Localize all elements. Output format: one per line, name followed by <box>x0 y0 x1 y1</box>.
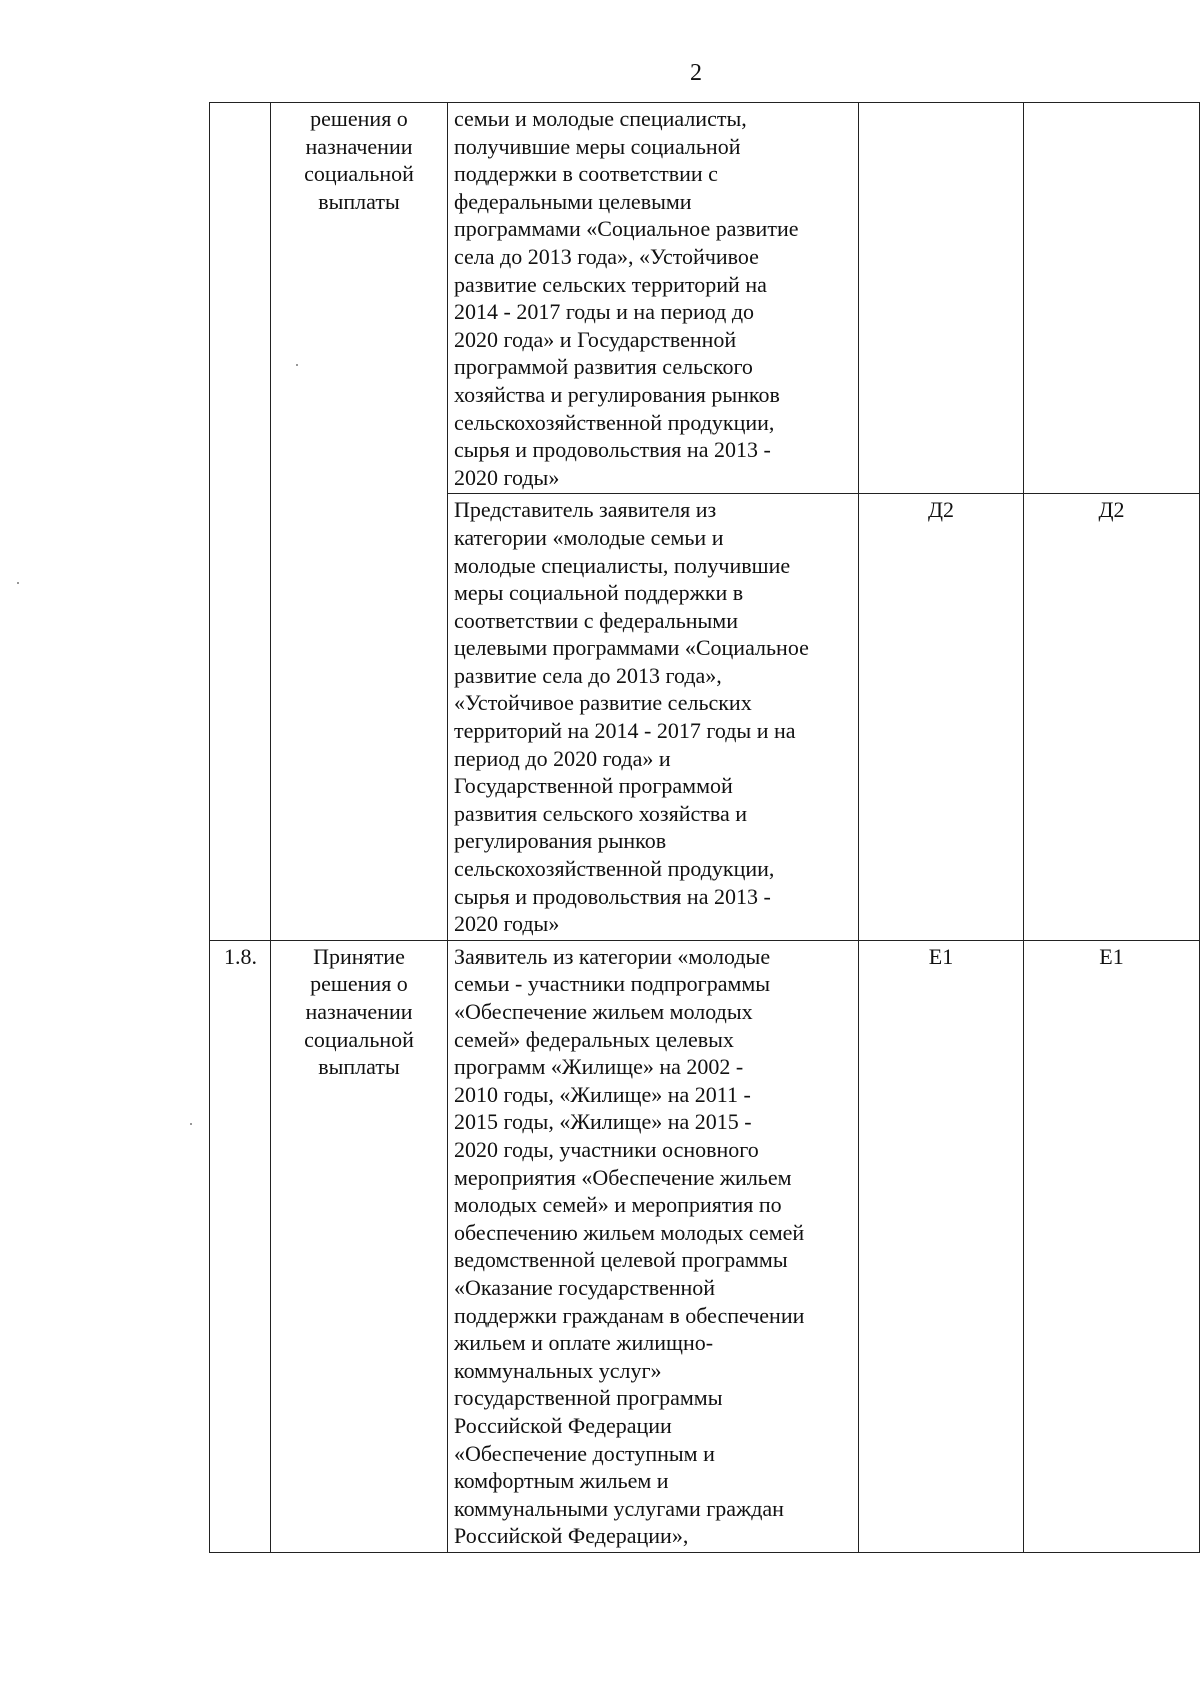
document-code-cell <box>859 103 1024 494</box>
document-code-cell: Д2 <box>1024 494 1200 941</box>
page-number: 2 <box>690 60 702 86</box>
applicant-description-cell: семьи и молодые специалисты, получившие меры социальной поддержки в соответствии с федеральными целевыми программами «Социальное развитие села до 2013 года», «Устойчивое развитие сельских территорий на 2014 - 2017 годы и на период до 2020 года» и Государственной программой развития сельского хозяйства и регулирования рынков сельскохозяйственной продукции, сырья и продовольствия на 2013 - 2020 годы» <box>448 103 859 494</box>
table-row <box>210 940 1200 1552</box>
document-code-cell <box>1024 103 1200 494</box>
scan-speck <box>190 1123 192 1125</box>
row-number-cell <box>210 103 271 941</box>
applicant-description-cell: Заявитель из категории «молодые семьи - участники подпрограммы «Обеспечение жильем молодых семей» федеральных целевых программ «Жилище» на 2002 - 2010 годы, «Жилище» на 2011 - 2015 годы, «Жилище» на 2015 - 2020 годы, участники основного мероприятия «Обеспечение жильем молодых семей» и мероприятия по обеспечению жильем молодых семей ведомственной целевой программы «Оказание государственной поддержки гражданам в обеспечении жильем и оплате жилищно- коммунальных услуг» государственной программы Российской Федерации «Обеспечение доступным и комфортным жильем и коммунальными услугами граждан Российской Федерации», <box>448 940 859 1552</box>
procedure-name-cell: решения о назначении социальной выплаты <box>271 103 448 941</box>
document-code-cell: Е1 <box>859 940 1024 1552</box>
row-number-cell: 1.8. <box>210 940 271 1552</box>
scan-speck <box>296 364 298 366</box>
services-table <box>209 102 1200 1553</box>
document-code-cell: Е1 <box>1024 940 1200 1552</box>
table-row <box>210 103 1200 494</box>
applicant-description-cell: Представитель заявителя из категории «молодые семьи и молодые специалисты, получившие меры социальной поддержки в соответствии с федеральными целевыми программами «Социальное развитие села до 2013 года», «Устойчивое развитие сельских территорий на 2014 - 2017 годы и на период до 2020 года» и Государственной программой развития сельского хозяйства и регулирования рынков сельскохозяйственной продукции, сырья и продовольствия на 2013 - 2020 годы» <box>448 494 859 941</box>
scan-speck <box>17 582 19 584</box>
procedure-name-cell: Принятие решения о назначении социальной выплаты <box>271 940 448 1552</box>
document-code-cell: Д2 <box>859 494 1024 941</box>
